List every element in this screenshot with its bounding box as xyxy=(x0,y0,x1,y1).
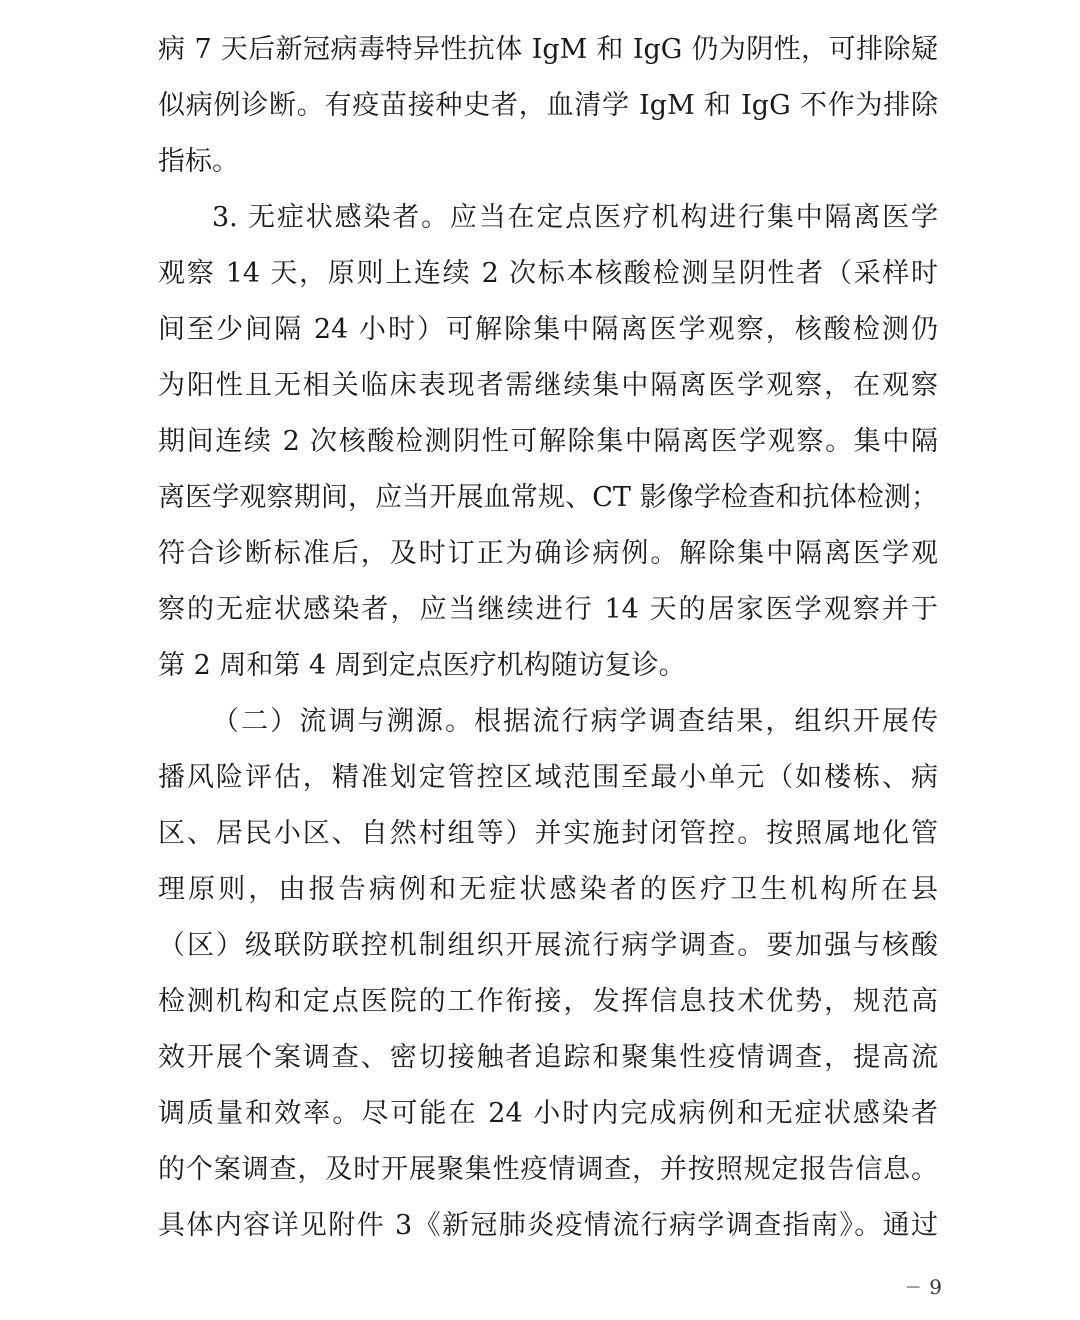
text-line-10: 符合诊断标准后，及时订正为确诊病例。解除集中隔离医学观 xyxy=(158,538,938,569)
text-line-5: 观察 14 天，原则上连续 2 次标本核酸检测呈阴性者（采样时 xyxy=(158,258,938,289)
text-line-6: 间至少间隔 24 小时）可解除集中隔离医学观察，核酸检测仍 xyxy=(158,314,938,345)
text-line-9: 离医学观察期间，应当开展血常规、CT 影像学检查和抗体检测； xyxy=(158,482,938,513)
text-line-18: 检测机构和定点医院的工作衔接，发挥信息技术优势，规范高 xyxy=(158,986,938,1017)
text-line-16: 理原则，由报告病例和无症状感染者的医疗卫生机构所在县 xyxy=(158,874,938,905)
text-line-7: 为阳性且无相关临床表现者需继续集中隔离医学观察，在观察 xyxy=(158,370,938,401)
text-line-11: 察的无症状感染者，应当继续进行 14 天的居家医学观察并于 xyxy=(158,594,938,625)
page-number-prefix: — xyxy=(906,1279,922,1295)
text-line-1: 病 7 天后新冠病毒特异性抗体 IgM 和 IgG 仍为阴性，可排除疑 xyxy=(158,34,938,65)
text-line-3: 指标。 xyxy=(158,146,239,177)
text-line-19: 效开展个案调查、密切接触者追踪和聚集性疫情调查，提高流 xyxy=(158,1042,938,1073)
text-line-14: 播风险评估，精准划定管控区域范围至最小单元（如楼栋、病 xyxy=(158,762,938,793)
text-line-17: （区）级联防联控机制组织开展流行病学调查。要加强与核酸 xyxy=(158,930,938,961)
text-line-4: 3. 无症状感染者。应当在定点医疗机构进行集中隔离医学 xyxy=(212,202,938,233)
text-line-13: （二）流调与溯源。根据流行病学调查结果，组织开展传 xyxy=(212,706,938,737)
text-line-20: 调质量和效率。尽可能在 24 小时内完成病例和无症状感染者 xyxy=(158,1098,938,1129)
text-line-15: 区、居民小区、自然村组等）并实施封闭管控。按照属地化管 xyxy=(158,818,938,849)
page-number xyxy=(862,1272,942,1302)
text-line-2: 似病例诊断。有疫苗接种史者，血清学 IgM 和 IgG 不作为排除 xyxy=(158,90,938,121)
text-line-12: 第 2 周和第 4 周到定点医疗机构随访复诊。 xyxy=(158,650,686,681)
page-number-value: 9 xyxy=(929,1275,942,1299)
text-line-8: 期间连续 2 次核酸检测阴性可解除集中隔离医学观察。集中隔 xyxy=(158,426,938,457)
text-line-21: 的个案调查，及时开展聚集性疫情调查，并按照规定报告信息。 xyxy=(158,1154,938,1185)
text-line-22: 具体内容详见附件 3《新冠肺炎疫情流行病学调查指南》。通过 xyxy=(158,1210,938,1241)
